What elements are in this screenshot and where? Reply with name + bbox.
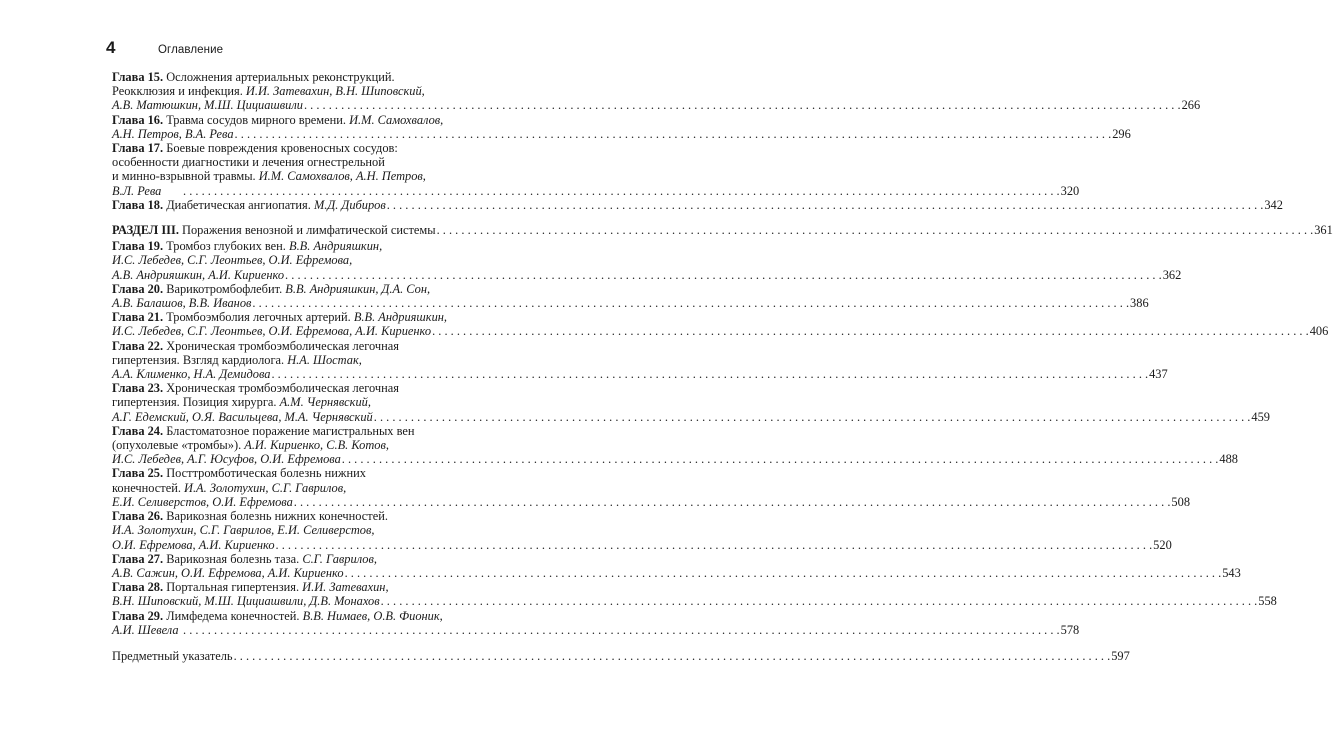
toc-title-text: Лимфедема конечностей.: [166, 608, 303, 623]
toc-authors: И.М. Самохвалов, А.Н. Петров,: [258, 169, 426, 184]
toc-chapter[interactable]: [112, 141, 1080, 198]
toc-line: [112, 281, 490, 296]
toc-line-text: [112, 98, 303, 113]
toc-line: [112, 84, 490, 99]
toc-line: [112, 183, 1080, 198]
toc-authors: В.В. Нимаев, О.В. Фионик,: [302, 608, 443, 623]
toc-line-text: [112, 494, 293, 509]
toc-line: [112, 381, 490, 396]
toc-page-number: 558: [1258, 594, 1277, 609]
toc-chapter[interactable]: [112, 580, 1277, 609]
page-number: 4: [106, 38, 116, 57]
toc-authors: И.И. Затевахин, В.Н. Шиповский,: [245, 84, 425, 99]
toc-line: [112, 622, 1080, 637]
toc-authors: Н.А. Шостак,: [287, 352, 362, 367]
toc-chapter[interactable]: [112, 466, 1191, 509]
toc-chapter[interactable]: [112, 608, 1080, 637]
toc-authors: А.Г. Едемский, О.Я. Васильцева, М.А. Чернявский: [112, 409, 373, 424]
toc-line: [112, 537, 1172, 552]
toc-line: [112, 324, 1329, 339]
toc-title-text: Тромбоз глубоких вен.: [166, 239, 290, 254]
toc-line: [112, 594, 1277, 609]
toc-label: Глава 28.: [112, 580, 167, 595]
toc-page-number: 459: [1251, 409, 1270, 424]
toc-title-text: Варикотромбофлебит.: [166, 281, 286, 296]
toc-line-text: [112, 367, 271, 382]
toc-line: [112, 239, 490, 254]
toc-page-number: 386: [1130, 296, 1149, 311]
toc-authors: Е.И. Селиверстов, О.И. Ефремова: [112, 494, 293, 509]
table-of-contents: [112, 70, 1333, 663]
toc-leader-dots: [381, 594, 1258, 608]
toc-authors: В.В. Андрияшкин,: [353, 310, 448, 325]
toc-chapter[interactable]: [112, 197, 1283, 212]
toc-authors: В.В. Андрияшкин, Д.А. Сон,: [285, 281, 431, 296]
toc-authors: А.А. Клименко, Н.А. Демидова: [112, 367, 271, 382]
toc-line-text: [112, 565, 344, 580]
toc-authors: И.С. Лебедев, С.Г. Леонтьев, О.И. Ефремова,: [112, 253, 353, 268]
toc-title-text: Тромбоэмболия легочных артерий.: [166, 310, 354, 325]
toc-line: [112, 608, 490, 623]
toc-title-text: Портальная гипертензия.: [166, 580, 303, 595]
toc-line: [112, 452, 1238, 467]
toc-authors: И.М. Самохвалов,: [349, 112, 444, 127]
toc-label: Глава 19.: [112, 239, 167, 254]
toc-leader-dots: [345, 566, 1222, 580]
toc-line: [112, 197, 1283, 212]
toc-label: Глава 29.: [112, 608, 167, 623]
toc-title-text: конечностей.: [112, 480, 185, 495]
toc-label: Глава 23.: [112, 381, 167, 396]
toc-authors: А.В. Сажин, О.И. Ефремова, А.И. Кириенко: [112, 565, 344, 580]
toc-chapter[interactable]: [112, 509, 1172, 552]
toc-line: [112, 141, 490, 156]
toc-line-text: [112, 126, 234, 141]
toc-line: [112, 438, 490, 453]
toc-line: [112, 565, 1241, 580]
toc-line-text: [112, 267, 285, 282]
toc-leader-dots: [437, 223, 1314, 237]
toc-chapter[interactable]: [112, 338, 1168, 382]
toc-line-text: [112, 452, 341, 467]
toc-line: [112, 338, 490, 353]
toc-title-text: Хроническая тромбоэмболическая легочная: [166, 381, 399, 396]
toc-line: [112, 409, 1270, 424]
toc-line: [112, 494, 1191, 509]
toc-line-text: [112, 197, 386, 212]
toc-title-text: Реокклюзия и инфекция.: [112, 84, 246, 99]
toc-authors: А.И. Кириенко, С.В. Котов,: [244, 438, 389, 453]
toc-line: [112, 466, 490, 481]
toc-authors: А.М. Чернявский,: [279, 395, 371, 410]
toc-line: [112, 648, 1130, 663]
toc-leader-dots: [183, 623, 1060, 637]
toc-label: Глава 18.: [112, 197, 167, 212]
toc-line: [112, 253, 490, 268]
toc-title-text: Поражения венозной и лимфатической системы: [182, 223, 436, 238]
toc-line-text: [112, 537, 275, 552]
toc-page-number: 361: [1314, 223, 1333, 238]
toc-label: Глава 15.: [112, 70, 167, 84]
toc-leader-dots: [252, 296, 1129, 310]
toc-title-text: Предметный указатель: [112, 648, 233, 663]
toc-line: [112, 480, 490, 495]
toc-leader-dots: [387, 198, 1264, 212]
toc-line-text: [112, 324, 432, 339]
toc-title-text: Посттромботическая болезнь нижних: [166, 466, 366, 481]
toc-leader-dots: [342, 452, 1219, 466]
toc-label: Глава 24.: [112, 423, 167, 438]
toc-leader-dots: [294, 495, 1171, 509]
toc-authors: А.Н. Петров, В.А. Рева: [112, 126, 234, 141]
toc-label: Глава 25.: [112, 466, 167, 481]
page-header: [106, 38, 510, 62]
toc-line: [112, 310, 490, 325]
toc-title-text: Бластоматозное поражение магистральных вен: [166, 423, 415, 438]
toc-line: [112, 296, 1149, 311]
toc-page-number: 296: [1112, 126, 1131, 141]
toc-section[interactable]: [112, 223, 1333, 238]
toc-leader-dots: [374, 410, 1251, 424]
toc-authors: И.С. Лебедев, С.Г. Леонтьев, О.И. Ефремова, А.И. Кириенко: [112, 324, 432, 339]
toc-page-number: 488: [1219, 452, 1238, 467]
toc-line: [112, 352, 490, 367]
toc-leader-dots: [235, 127, 1112, 141]
toc-line: [112, 367, 1168, 382]
toc-title-text: Хроническая тромбоэмболическая легочная: [166, 338, 399, 353]
toc-authors: И.А. Золотухин, С.Г. Гаврилов, Е.И. Селиверстов,: [112, 523, 375, 538]
toc-line: [112, 509, 490, 524]
toc-page-number: 543: [1222, 565, 1241, 580]
toc-label: Глава 27.: [112, 551, 167, 566]
toc-line: [112, 126, 1131, 141]
toc-line: [112, 223, 1333, 238]
toc-index-entry[interactable]: [112, 648, 1130, 663]
toc-authors: С.Г. Гаврилов,: [302, 551, 377, 566]
toc-line: [112, 155, 490, 170]
toc-title-text: особенности диагностики и лечения огнестрельной: [112, 155, 385, 170]
toc-page-number: 266: [1181, 98, 1201, 113]
toc-authors: И.С. Лебедев, А.Г. Юсуфов, О.И. Ефремова: [112, 452, 341, 467]
toc-page-number: 320: [1060, 183, 1080, 198]
toc-leader-dots: [285, 268, 1162, 282]
toc-authors: И.А. Золотухин, С.Г. Гаврилов,: [184, 480, 347, 495]
toc-page-number: 406: [1309, 324, 1329, 339]
toc-authors: О.И. Ефремова, А.И. Кириенко: [112, 537, 275, 552]
toc-page-number: 342: [1264, 197, 1283, 212]
toc-line: [112, 551, 490, 566]
toc-authors: В.Л. Рева: [112, 183, 162, 198]
toc-title-text: Осложнения артериальных реконструкций.: [166, 70, 395, 84]
toc-leader-dots: [271, 367, 1148, 381]
toc-leader-dots: [304, 98, 1181, 112]
toc-chapter[interactable]: [112, 70, 1201, 113]
toc-title-text: гипертензия. Взгляд кардиолога.: [112, 352, 288, 367]
toc-page-number: 520: [1153, 537, 1172, 552]
toc-chapter[interactable]: [112, 423, 1238, 467]
toc-authors: А.В. Матюшкин, М.Ш. Цициашвили: [112, 98, 303, 113]
toc-leader-dots: [183, 184, 1060, 198]
toc-page-number: 578: [1060, 622, 1080, 637]
toc-line-text: [112, 296, 252, 311]
toc-page-number: 597: [1111, 648, 1130, 663]
toc-leader-dots: [432, 324, 1309, 338]
toc-line-text: [112, 409, 373, 424]
toc-title-text: (опухолевые «тромбы»).: [112, 438, 245, 453]
toc-label: Глава 20.: [112, 281, 167, 296]
toc-line-text: [112, 594, 380, 609]
toc-title-text: Боевые повреждения кровеносных сосудов:: [166, 141, 398, 156]
toc-label: Глава 21.: [112, 310, 167, 325]
toc-title-text: Варикозная болезнь нижних конечностей.: [166, 509, 388, 524]
toc-authors: А.И. Шевела: [112, 622, 179, 637]
toc-title-text: Диабетическая ангиопатия.: [166, 197, 314, 212]
toc-label: Глава 22.: [112, 338, 167, 353]
toc-leader-dots: [276, 538, 1153, 552]
toc-line: [112, 112, 490, 127]
toc-label: Глава 17.: [112, 141, 167, 156]
toc-authors: И.И. Затевахин,: [302, 580, 389, 595]
toc-chapter[interactable]: [112, 112, 1131, 141]
toc-page-number: 508: [1171, 494, 1191, 509]
toc-line: [112, 267, 1182, 282]
toc-line: [112, 70, 490, 84]
toc-page-number: 437: [1149, 367, 1168, 382]
toc-page-number: 362: [1162, 267, 1182, 282]
toc-authors: В.В. Андрияшкин,: [289, 239, 383, 254]
toc-label: Глава 16.: [112, 112, 167, 127]
toc-chapter[interactable]: [112, 381, 1270, 424]
toc-line: [112, 523, 490, 538]
toc-line: [112, 169, 490, 184]
toc-chapter[interactable]: [112, 310, 1329, 339]
toc-title-text: гипертензия. Позиция хирурга.: [112, 395, 280, 410]
toc-authors: В.Н. Шиповский, М.Ш. Цициашвили, Д.В. Монахов: [112, 594, 380, 609]
toc-authors: М.Д. Дибиров: [313, 197, 386, 212]
toc-line: [112, 395, 490, 410]
running-head: Оглавление: [158, 44, 224, 56]
toc-line: [112, 580, 490, 595]
toc-title-text: и минно-взрывной травмы.: [112, 169, 259, 184]
toc-authors: А.В. Андрияшкин, А.И. Кириенко: [112, 267, 285, 282]
toc-chapter[interactable]: [112, 239, 1182, 282]
toc-chapter[interactable]: [112, 281, 1149, 311]
toc-title-text: Варикозная болезнь таза.: [166, 551, 303, 566]
toc-label: РАЗДЕЛ III.: [112, 223, 183, 238]
toc-authors: А.В. Балашов, В.В. Иванов: [112, 296, 252, 311]
toc-chapter[interactable]: [112, 551, 1241, 580]
toc-line: [112, 423, 490, 438]
toc-line-text: [112, 223, 436, 237]
toc-leader-dots: [234, 649, 1111, 663]
toc-title-text: Травма сосудов мирного времени.: [166, 112, 350, 127]
toc-line: [112, 98, 1201, 113]
toc-label: Глава 26.: [112, 509, 167, 524]
toc-line-text: [112, 649, 233, 663]
